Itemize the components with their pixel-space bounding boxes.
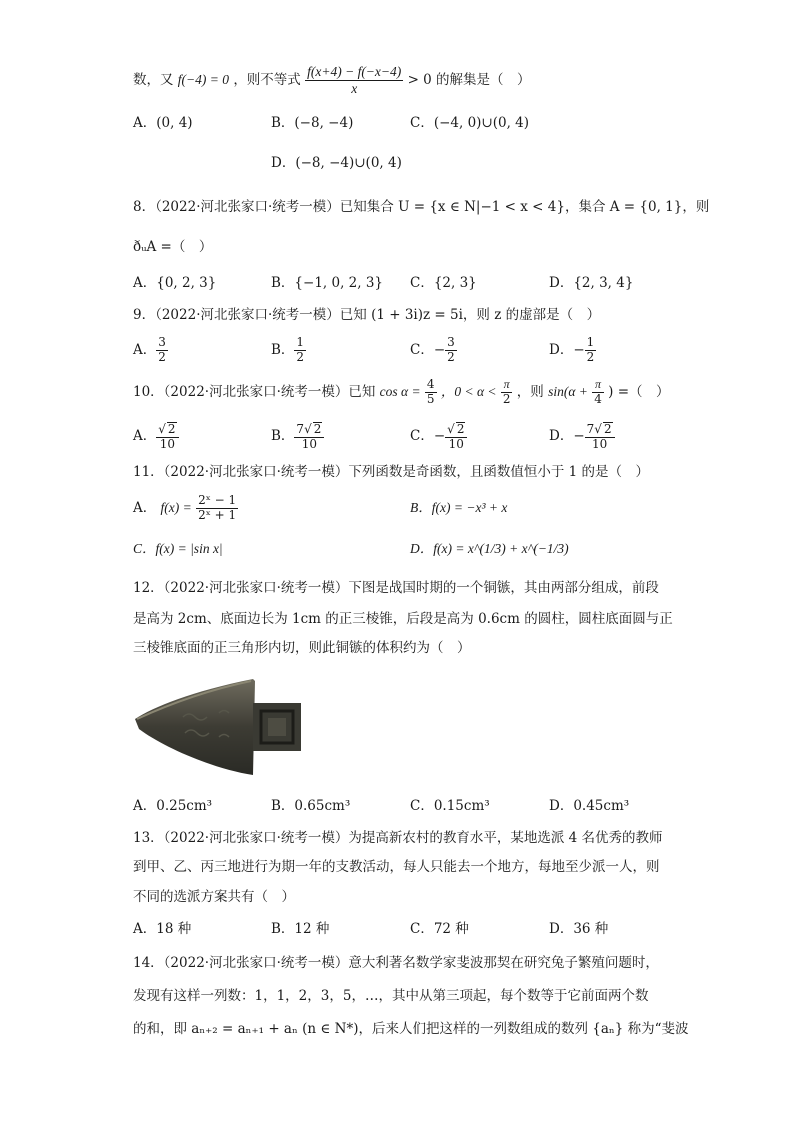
q11-option-c[interactable]: C．f(x) = |sin x| [133,541,223,556]
q10-range: ，0 < α < [440,384,497,399]
option-fraction [294,336,306,365]
fraction-numerator: 1 [296,335,305,350]
q7-inequality-fraction [305,64,403,96]
fraction-numerator: 1 [586,335,595,350]
fraction-denominator: 10 [301,436,318,451]
q10-sin-lhs: sin(α + [548,384,588,399]
option-label: D． [549,342,574,358]
option-fraction: $\frac{7√ 2}{10}$ [585,422,615,452]
q7-stem-suffix: > 0 的解集是（ ） [407,72,531,88]
q14-line2: 发现有这样一列数：1，1，2，3，5，…，其中从第三项起，每个数等于它前面两个数 [133,988,649,1004]
q9-stem: 9．（2022·河北张家口·统考一模）已知 (1 + 3i)z = 5i，则 z 的虚部是（ ） [133,307,601,323]
option-fraction: $\frac{√ 2}{10}$ [156,422,178,452]
fraction-numerator: 3 [158,335,166,350]
q13-line3: 不同的选派方案共有（ ） [133,889,295,905]
fraction-denominator: 2 [296,350,305,364]
q10-option-c[interactable] [410,416,467,456]
option-label: B． [271,428,295,444]
fraction-denominator: 2 [586,350,595,364]
option-fraction [445,336,457,365]
q9-option-b[interactable] [271,331,306,369]
option-label: A． [133,342,157,358]
q12-option-c[interactable]: C．0.15cm³ [410,798,490,814]
fraction-denominator: 10 [159,436,176,451]
q11-option-d[interactable]: D．f(x) = x^(1/3) + x^(−1/3) [410,541,569,556]
q7-option-a[interactable]: A．(0, 4) [133,115,193,131]
q7-stem-prefix: 数，又 [133,72,174,88]
fraction-denominator: 2 [447,350,455,364]
q8-option-b[interactable]: B．{−1, 0, 2, 3} [271,275,384,291]
q12-line2: 是高为 2cm、底面边长为 1cm 的正三棱锥，后段是高为 0.6cm 的圆柱，圆柱底面圆与正 [133,611,673,627]
radicand: 2 [456,421,465,436]
radical-coefficient: 7 [296,421,305,436]
option-sign: − [573,342,585,358]
q12-option-b[interactable]: B．0.65cm³ [271,798,351,814]
function-lhs: f(x) = [160,500,192,515]
radicand: 2 [167,421,176,436]
option-sign: − [433,342,446,358]
q10-pi-quarter-fraction [592,378,604,407]
option-fraction [156,336,168,365]
q11-stem: 11．（2022·河北张家口·统考一模）下列函数是奇函数，且函数值恒小于 1 的是（ ） [133,464,650,480]
q8-option-d[interactable]: D．{2, 3, 4} [549,275,634,291]
q8-stem-line2: ðᵤA =（ ） [133,239,213,255]
fraction-denominator: 2ˣ + 1 [198,508,237,522]
q10-pi-half-fraction [501,378,513,407]
q10-stem-a: 10．（2022·河北张家口·统考一模）已知 [133,384,376,400]
q7-option-c[interactable]: C．(−4, 0)∪(0, 4) [410,115,530,131]
q12-line1: 12．（2022·河北张家口·统考一模）下图是战国时期的一个铜镞，其由两部分组成，前段 [133,580,659,596]
fraction-numerator: π [592,378,604,393]
q13-option-b[interactable]: B．12 种 [271,921,330,937]
option-label: A． [133,428,157,444]
option-fraction: $\frac{√ 2}{10}$ [445,422,467,452]
q10-stem [133,373,670,411]
q10-stem-b: ，则 [516,384,544,400]
option-fraction: $\frac{7√ 2}{10}$ [294,422,324,452]
q10-option-b[interactable] [271,416,324,456]
q13-option-d[interactable]: D．36 种 [549,921,609,937]
fraction-numerator: π [501,378,513,393]
q8-option-a[interactable]: A．{0, 2, 3} [133,275,217,291]
fraction-denominator: 10 [591,436,608,451]
q13-option-a[interactable]: A．18 种 [133,921,192,937]
option-label: B． [271,342,295,358]
q13-line2: 到甲、乙、丙三地进行为期一年的支教活动，每人只能去一个地方，每地至少派一人，则 [133,859,660,875]
q9-option-a[interactable] [133,331,168,369]
q14-line1: 14．（2022·河北张家口·统考一模）意大利著名数学家斐波那契在研究兔子繁殖问题时， [133,955,659,971]
radicand: 2 [603,421,612,436]
q7-option-d[interactable]: D．(−8, −4)∪(0, 4) [271,155,402,171]
fraction-numerator: 4 [426,377,435,392]
q7-option-b[interactable]: B．(−8, −4) [271,115,354,131]
q7-condition: f(−4) = 0 [177,72,230,87]
q12-option-d[interactable]: D．0.45cm³ [549,798,630,814]
fraction-denominator: 5 [426,392,435,406]
q10-cos-lhs: cos α = [379,384,421,399]
q10-option-d[interactable] [549,416,615,456]
option-label: D． [549,428,574,444]
option-fraction [196,494,238,523]
q10-stem-c: ) =（ ） [608,384,670,400]
q8-stem: 8．（2022·河北张家口·统考一模）已知集合 U = {x ∈ N|−1 < x < 4}，集合 A = {0, 1}，则 [133,199,710,215]
q9-option-c[interactable] [410,331,457,369]
q7-fraction-denominator: x [351,81,358,96]
radical-coefficient: 7 [586,421,595,436]
option-sign: − [573,428,585,444]
option-label: A． [133,500,157,516]
fraction-numerator: 3 [447,335,455,350]
q11-option-a[interactable] [133,490,238,526]
q8-option-c[interactable]: C．{2, 3} [410,275,477,291]
q7-stem-mid: ，则不等式 [233,72,301,88]
option-label: C． [410,428,434,444]
q13-line1: 13．（2022·河北张家口·统考一模）为提高新农村的教育水平，某地选派 4 名优秀的教师 [133,830,663,846]
q12-option-a[interactable]: A．0.25cm³ [133,798,213,814]
q12-line3: 三棱锥底面的正三角形内切，则此铜镞的体积约为（ ） [133,640,471,656]
q11-option-b[interactable]: B．f(x) = −x³ + x [410,500,508,515]
fraction-numerator: 2ˣ − 1 [198,493,237,508]
fraction-denominator: 2 [502,392,511,406]
fraction-denominator: 10 [448,436,464,451]
option-sign: − [433,428,446,444]
fraction-denominator: 4 [594,392,602,406]
radicand: 2 [313,421,322,436]
option-label: C． [410,342,434,358]
bronze-arrowhead-image [133,677,309,777]
fraction-denominator: 2 [158,350,166,364]
q10-cos-fraction [425,378,437,407]
q13-option-c[interactable]: C．72 种 [410,921,469,937]
q14-line3: 的和，即 aₙ₊₂ = aₙ₊₁ + aₙ (n ∈ N*)，后来人们把这样的一列数组成的数列 {aₙ} 称为“斐波 [133,1021,689,1037]
q10-option-a[interactable] [133,416,179,456]
q7-fraction-numerator: f(x+4) − f(−x−4) [307,64,402,80]
q7-stem [133,62,531,98]
option-fraction [585,336,597,365]
q9-option-d[interactable] [549,331,596,369]
